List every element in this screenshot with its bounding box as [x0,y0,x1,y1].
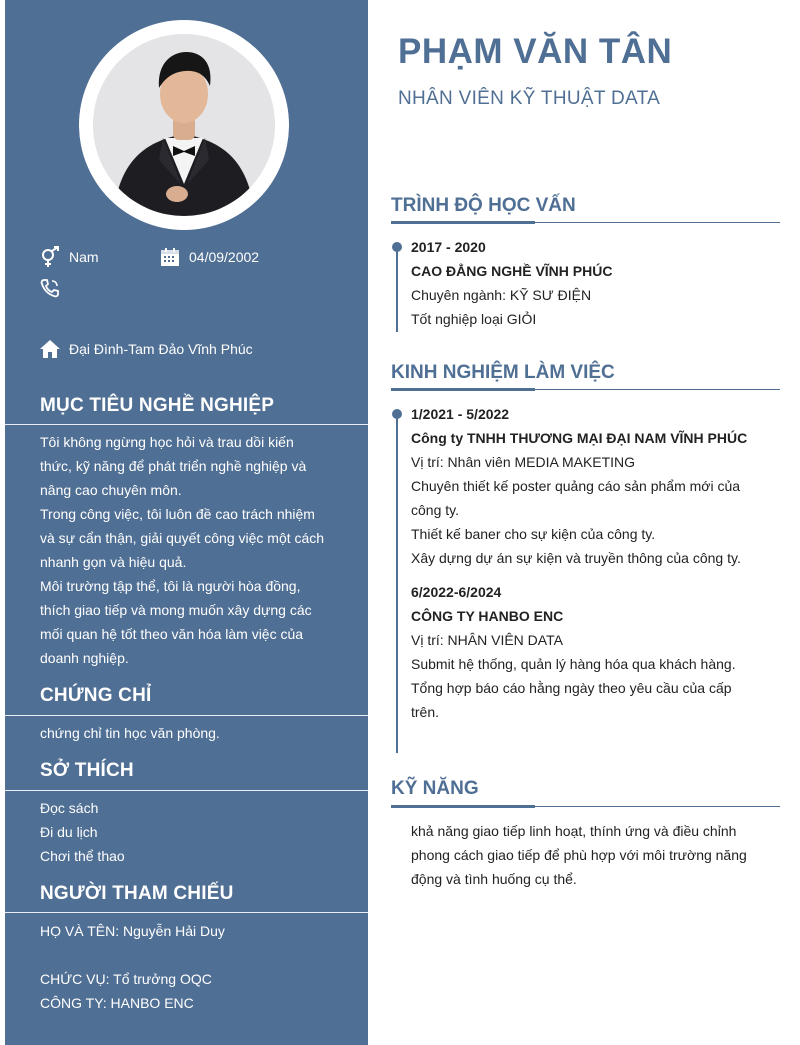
certificate-item: chứng chỉ tin học văn phòng. [40,725,220,741]
skills-line: động và tình huống cụ thể. [411,871,577,887]
skills-line: phong cách giao tiếp để phù hợp với môi trường năng [411,847,747,863]
candidate-name: PHẠM VĂN TÂN [398,32,673,71]
objective-heading: MỤC TIÊU NGHỀ NGHIỆP [40,395,275,416]
job-position: Vị trí: Nhân viên MEDIA MAKETING [411,454,636,470]
objective-line: thích giao tiếp và mong muốn xây dựng các [40,602,312,618]
objective-line: Trong công việc, tôi luôn đề cao trách nhiệm [40,506,315,522]
avatar [93,34,275,216]
job-description-line: Xây dựng dự án sự kiện và truyền thông của công ty. [411,550,741,566]
hobbies-list [40,796,332,868]
birthdate-value: 04/09/2002 [189,249,260,265]
education-heading: TRÌNH ĐỘ HỌC VẤN [391,195,576,216]
reference-company: CÔNG TY: HANBO ENC [40,995,194,1011]
job-period: 6/2022-6/2024 [411,584,502,600]
experience-timeline [396,413,398,753]
calendar-icon [159,246,181,268]
job-company: Công ty TNHH THƯƠNG MẠI ĐẠI NAM VĨNH PHÚC [411,430,748,446]
job-description-line: Thiết kế baner cho sự kiện của công ty. [411,526,656,542]
experience-heading: KINH NGHIỆM LÀM VIỆC [391,362,615,383]
sidebar [5,0,368,1045]
hobby-item: Đi du lịch [40,824,98,840]
education-period: 2017 - 2020 [411,239,486,255]
job-description-line: trên. [411,704,440,720]
address-row [39,338,253,360]
reference-spacer [40,943,332,967]
gender-row [39,246,99,268]
gender-value: Nam [69,249,99,265]
job-description-line: Submit hệ thống, quản lý hàng hóa qua khách hàng. [411,656,736,672]
experience-job-2 [411,580,751,724]
birthdate-row [159,246,259,268]
gender-icon [39,246,61,268]
objective-line: thức, kỹ năng để phát triển nghề nghiệp và [40,458,307,474]
address-value: Đại Đình-Tam Đảo Vĩnh Phúc [69,341,253,357]
certificates-list [40,721,332,745]
reference-position: CHỨC VỤ: Tổ trưởng OQC [40,971,212,987]
job-position: Vị trí: NHÂN VIÊN DATA [411,632,563,648]
objective-text [40,430,332,670]
references-heading: NGƯỜI THAM CHIẾU [40,883,234,904]
phone-row [39,277,69,299]
education-entry [411,235,751,331]
skills-divider-accent [391,805,535,808]
objective-line: nhanh gọn và hiệu quả. [40,554,187,570]
hobbies-heading: SỞ THÍCH [40,760,134,781]
objective-line: nâng cao chuyên môn. [40,482,182,498]
objective-divider [5,424,368,425]
experience-divider-accent [391,388,535,391]
education-major: Chuyên ngành: KỸ SƯ ĐIỆN [411,287,592,303]
objective-line: và sự cẩn thận, giải quyết công việc một cách [40,530,325,546]
skills-heading: KỸ NĂNG [391,778,479,799]
job-description-line: Chuyên thiết kế poster quảng cáo sản phẩm mới của [411,478,741,494]
job-description-line: công ty. [411,502,459,518]
job-period: 1/2021 - 5/2022 [411,406,510,422]
skills-line: khả năng giao tiếp linh hoạt, thính ứng và điều chỉnh [411,823,737,839]
job-company: CÔNG TY HANBO ENC [411,608,564,624]
education-school: CAO ĐẲNG NGHỀ VĨNH PHÚC [411,263,613,279]
objective-line: Môi trường tập thể, tôi là người hòa đồng, [40,578,301,594]
education-divider-accent [391,221,535,224]
certificates-divider [5,715,368,716]
home-icon [39,338,61,360]
hobby-item: Chơi thể thao [40,848,125,864]
skills-text [411,819,751,891]
education-timeline [396,246,398,332]
objective-line: doanh nghiệp. [40,650,129,666]
references-info [40,919,332,1015]
hobbies-divider [5,790,368,791]
objective-line: Tôi không ngừng học hỏi và trau dồi kiến [40,434,294,450]
reference-name: HỌ VÀ TÊN: Nguyễn Hải Duy [40,923,225,939]
hobby-item: Đọc sách [40,800,99,816]
objective-line: mối quan hệ tốt theo văn hóa làm việc của [40,626,304,642]
phone-icon [39,277,61,299]
experience-job-1 [411,402,751,570]
avatar-portrait [93,34,275,216]
education-result: Tốt nghiệp loại GIỎI [411,311,537,327]
job-description-line: Tổng hợp báo cáo hằng ngày theo yêu cầu của cấp [411,680,732,696]
references-divider [5,912,368,913]
certificates-heading: CHỨNG CHỈ [40,685,152,706]
candidate-role: NHÂN VIÊN KỸ THUẬT DATA [398,88,661,109]
